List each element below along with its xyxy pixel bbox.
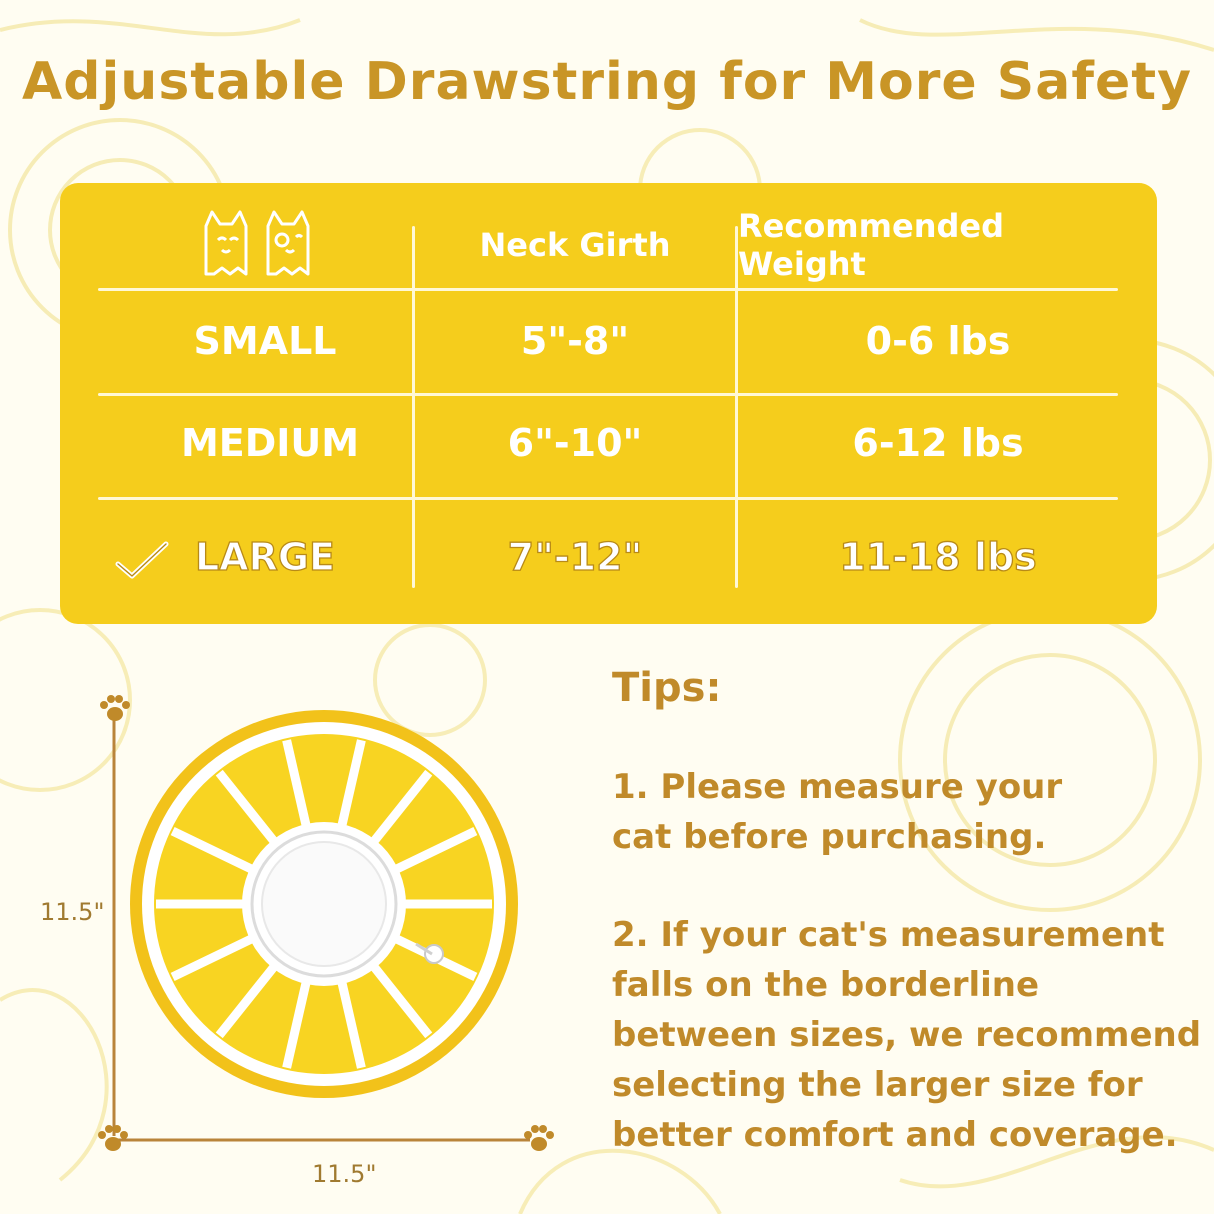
- lemon-collar-image: [126, 704, 526, 1104]
- weight-large: 11-18 lbs: [839, 535, 1037, 579]
- cat-pair-icon: [200, 206, 320, 278]
- headline: Adjustable Drawstring for More Safety: [22, 52, 1192, 112]
- neck-girth-small: 5"-8": [520, 319, 630, 363]
- size-label-medium: MEDIUM: [180, 421, 360, 465]
- tip-item: 1. Please measure your cat before purchasing.: [612, 767, 1063, 857]
- size-label-large: LARGE: [194, 535, 336, 579]
- column-header-recommended-weight: Recommended Weight: [738, 207, 1004, 283]
- height-dimension-label: 11.5": [40, 898, 105, 926]
- row-divider: [98, 288, 1118, 291]
- paw-icon: [522, 1124, 556, 1154]
- tip-item: 2. If your cat's measurement falls on the borderline between sizes, we recommend selecting the larger size for better comfort and coverage.: [612, 915, 1202, 1155]
- paw-icon: [96, 1124, 130, 1154]
- weight-medium: 6-12 lbs: [852, 421, 1024, 465]
- checkmark-icon: [114, 540, 170, 580]
- width-dimension-label: 11.5": [312, 1160, 377, 1188]
- column-header-neck-girth: Neck Girth: [479, 226, 671, 264]
- row-divider: [98, 393, 1118, 396]
- neck-girth-large: 7"-12": [507, 535, 643, 579]
- row-divider: [98, 497, 1118, 500]
- neck-girth-medium: 6"-10": [507, 421, 643, 465]
- tips-title: Tips:: [612, 665, 722, 711]
- weight-small: 0-6 lbs: [865, 319, 1011, 363]
- size-label-small: SMALL: [193, 319, 337, 363]
